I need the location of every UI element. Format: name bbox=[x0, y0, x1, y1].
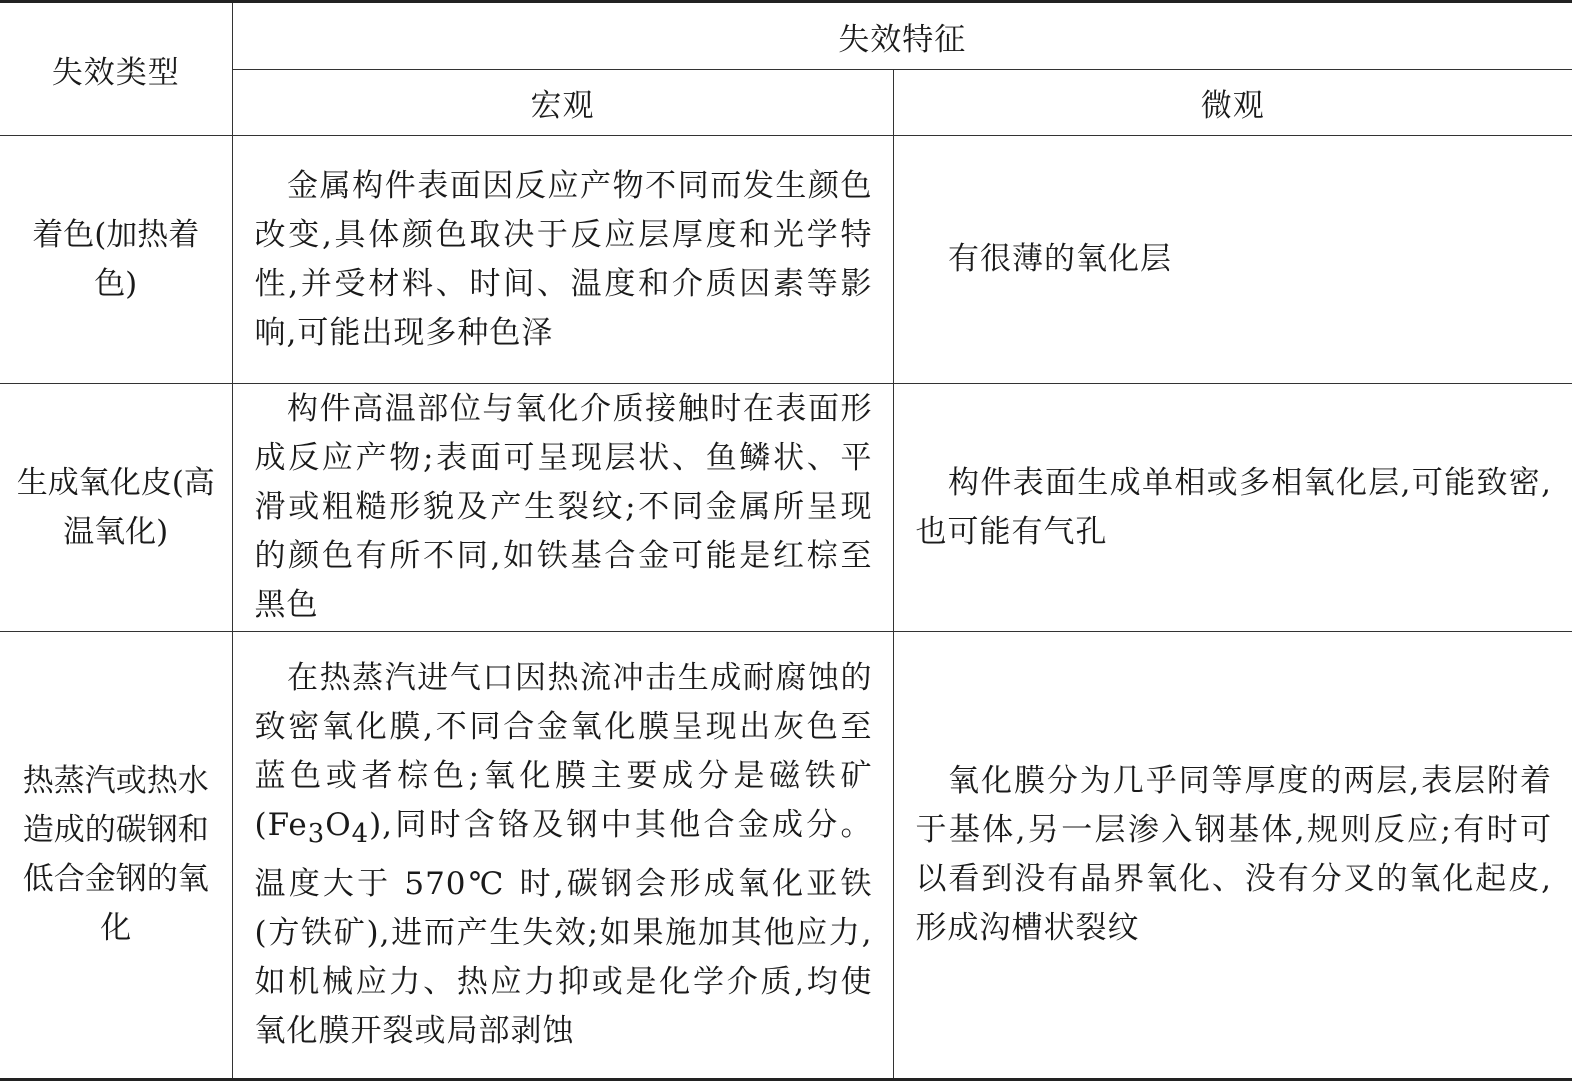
failure-type-cell: 热蒸汽或热水造成的碳钢和低合金钢的氧化 bbox=[0, 632, 232, 1080]
micro-feature-cell bbox=[893, 136, 1572, 384]
macro-text-part: O bbox=[325, 807, 352, 844]
macro-text-part: 在热蒸汽进气口因热流冲击生成耐腐蚀的致密氧化膜,不同合金氧化膜呈现出灰色至蓝色或者棕色;氧化膜主要成分是磁铁矿(Fe bbox=[254, 660, 873, 844]
macro-feature-cell bbox=[232, 136, 893, 384]
macro-feature-text: 金属构件表面因反应产物不同而发生颜色改变,具体颜色取决于反应层厚度和光学特性,并受材料、时间、温度和介质因素等影响,可能出现多种色泽 bbox=[254, 167, 873, 351]
subscript: 3 bbox=[307, 819, 326, 850]
header-micro: 微观 bbox=[893, 70, 1572, 136]
table-row bbox=[0, 632, 1572, 1080]
header-failure-features: 失效特征 bbox=[232, 2, 1572, 70]
macro-feature-cell bbox=[232, 632, 893, 1080]
micro-feature-text: 构件表面生成单相或多相氧化层,可能致密,也可能有气孔 bbox=[915, 464, 1552, 550]
header-failure-type: 失效类型 bbox=[0, 2, 232, 136]
micro-feature-text: 有很薄的氧化层 bbox=[948, 241, 1173, 277]
macro-feature-text bbox=[255, 654, 873, 1055]
header-macro: 宏观 bbox=[232, 70, 893, 136]
macro-feature-cell bbox=[232, 384, 893, 632]
subscript: 4 bbox=[351, 819, 370, 850]
macro-text-part: ),同时含铬及钢中其他合金成分。温度大于 570℃ 时,碳钢会形成氧化亚铁(方铁矿),进而产生失效;如果施加其他应力,如机械应力、热应力抑或是化学介质,均使氧化膜开裂或局部剥蚀 bbox=[254, 807, 873, 1049]
table-row bbox=[0, 136, 1572, 384]
micro-feature-text: 氧化膜分为几乎同等厚度的两层,表层附着于基体,另一层渗入钢基体,规则反应;有时可以看到没有晶界氧化、没有分叉的氧化起皮,形成沟槽状裂纹 bbox=[915, 763, 1552, 946]
macro-feature-text: 构件高温部位与氧化介质接触时在表面形成反应产物;表面可呈现层状、鱼鳞状、平滑或粗糙形貌及产生裂纹;不同金属所呈现的颜色有所不同,如铁基合金可能是红棕至黑色 bbox=[254, 391, 873, 623]
failure-type-cell: 生成氧化皮(高温氧化) bbox=[0, 384, 232, 632]
failure-type-cell: 着色(加热着色) bbox=[0, 136, 232, 384]
micro-feature-cell bbox=[893, 632, 1572, 1080]
table-row bbox=[0, 384, 1572, 632]
micro-feature-cell bbox=[893, 384, 1572, 632]
